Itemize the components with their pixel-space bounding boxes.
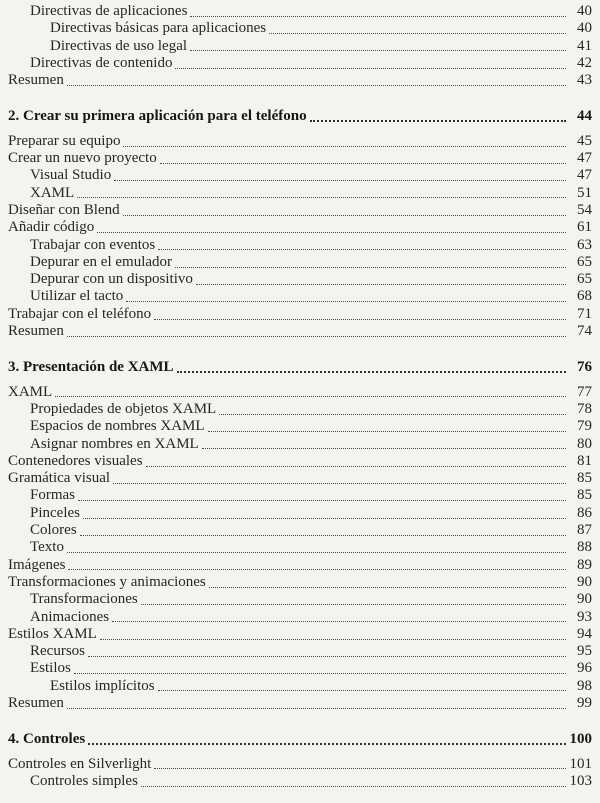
- toc-entry: [30, 539, 592, 556]
- toc-entry-page: 40: [577, 3, 592, 19]
- dot-leader: [190, 16, 566, 17]
- toc-entry-label: Depurar en el emulador: [30, 253, 173, 270]
- toc-entry-page: 94: [577, 625, 592, 642]
- toc-entry-page: 71: [577, 305, 592, 322]
- toc-entry-label: Directivas de uso legal: [50, 37, 188, 54]
- toc-entry-page: 80: [577, 435, 592, 452]
- dot-leader: [177, 371, 566, 373]
- toc-entry: [30, 401, 592, 418]
- toc-entry: [8, 133, 592, 150]
- toc-entry-page: 95: [577, 643, 592, 660]
- toc-entry: [30, 522, 592, 539]
- dot-leader: [88, 743, 566, 745]
- dot-leader: [67, 85, 566, 86]
- toc-entry-page: 93: [577, 608, 592, 625]
- dot-leader: [97, 232, 566, 233]
- toc-entry: [8, 470, 592, 487]
- dot-leader: [55, 396, 566, 397]
- toc-entry: [8, 557, 592, 574]
- toc-entry-label: Propiedades de objetos XAML: [30, 400, 217, 417]
- toc-entry: [8, 695, 592, 712]
- toc-entry: [8, 150, 592, 167]
- toc-entry: [8, 453, 592, 470]
- toc-entry-label: Trabajar con el teléfono: [8, 305, 152, 322]
- dot-leader: [114, 180, 566, 181]
- dot-leader: [80, 535, 566, 536]
- dot-leader: [310, 120, 566, 122]
- dot-leader: [175, 68, 566, 69]
- dot-leader: [112, 621, 566, 622]
- toc-entry-page: 87: [577, 522, 592, 539]
- toc-entry-label: XAML: [8, 383, 53, 400]
- toc-entry: [50, 20, 592, 37]
- toc-entry-label: Resumen: [8, 694, 64, 711]
- toc-entry-page: 85: [577, 487, 592, 504]
- toc-entry-label: Estilos implícitos: [50, 677, 155, 694]
- toc-entry: [30, 237, 592, 254]
- toc-entry-label: Contenedores visuales: [8, 452, 143, 469]
- toc-entry-label: Gramática visual: [8, 470, 111, 487]
- dot-leader: [158, 690, 566, 691]
- toc-entry-page: 77: [577, 383, 592, 400]
- toc-entry-label: Directivas de contenido: [30, 54, 173, 71]
- toc-entry: [8, 219, 592, 236]
- toc-entry-page: 68: [577, 288, 592, 305]
- toc-entry-label: Resumen: [8, 72, 64, 89]
- toc-entry: [30, 660, 592, 677]
- toc-entry-page: 74: [577, 323, 592, 340]
- toc-entry-page: 85: [577, 470, 592, 487]
- toc-entry: [8, 384, 592, 401]
- toc-entry-page: 40: [577, 20, 592, 37]
- dot-leader: [154, 319, 566, 320]
- toc-entry: [8, 306, 592, 323]
- toc-entry-page: 42: [577, 54, 592, 71]
- dot-leader: [78, 500, 566, 501]
- dot-leader: [100, 639, 566, 640]
- toc-entry-page: 61: [577, 219, 592, 236]
- toc-entry: [30, 591, 592, 608]
- toc-entry-label: Controles en Silverlight: [8, 755, 152, 772]
- toc-entry-label: Imágenes: [8, 556, 66, 573]
- toc-entry-label: Espacios de nombres XAML: [30, 418, 205, 435]
- dot-leader: [123, 146, 566, 147]
- toc-entry-page: 99: [577, 694, 592, 711]
- toc-entry-label: Visual Studio: [30, 167, 112, 184]
- dot-leader: [83, 518, 566, 519]
- toc-entry-page: 41: [577, 37, 592, 54]
- toc-entry: [50, 678, 592, 695]
- toc-entry-page: 45: [577, 132, 592, 149]
- toc-entry-page: 47: [577, 150, 592, 167]
- toc-entry-page: 79: [577, 418, 592, 435]
- toc-entry-label: 2. Crear su primera aplicación para el teléfono: [8, 108, 307, 125]
- dot-leader: [67, 336, 566, 337]
- toc-entry-label: Recursos: [30, 643, 85, 660]
- toc-entry-page: 51: [577, 184, 592, 201]
- toc-entry-page: 88: [577, 539, 592, 556]
- toc-entry: [8, 574, 592, 591]
- toc-entry: [30, 254, 592, 271]
- toc-entry-page: 86: [577, 504, 592, 521]
- toc-entry: [8, 323, 592, 340]
- toc-entry: [8, 756, 592, 773]
- toc-entry-label: Directivas básicas para aplicaciones: [50, 20, 267, 37]
- toc-entry-label: Transformaciones: [30, 591, 138, 608]
- dot-leader: [154, 768, 566, 769]
- dot-leader: [175, 267, 566, 268]
- dot-leader: [190, 50, 566, 51]
- toc-entry-label: 4. Controles: [8, 731, 86, 748]
- dot-leader: [196, 284, 566, 285]
- toc-entry-label: Transformaciones y animaciones: [8, 573, 206, 590]
- dot-leader: [126, 301, 566, 302]
- toc-entry-label: Crear un nuevo proyecto: [8, 150, 157, 167]
- toc-entry-page: 47: [577, 167, 592, 184]
- toc-entry-label: Añadir código: [8, 219, 95, 236]
- toc-entry-page: 78: [577, 400, 592, 417]
- toc-entry: [30, 609, 592, 626]
- toc-entry: [30, 487, 592, 504]
- dot-leader: [160, 163, 566, 164]
- toc-entry-page: 65: [577, 271, 592, 288]
- toc-entry-page: 90: [577, 591, 592, 608]
- dot-leader: [219, 414, 566, 415]
- toc-entry-page: 89: [577, 556, 592, 573]
- toc-entry-label: Asignar nombres en XAML: [30, 435, 199, 452]
- toc-entry-label: Depurar con un dispositivo: [30, 271, 193, 288]
- toc-entry-label: Trabajar con eventos: [30, 236, 156, 253]
- toc-entry-label: Diseñar con Blend: [8, 201, 120, 218]
- toc-chapter-heading: [8, 108, 592, 125]
- toc-entry-label: Directivas de aplicaciones: [30, 3, 188, 19]
- dot-leader: [113, 483, 566, 484]
- dot-leader: [74, 673, 566, 674]
- dot-leader: [202, 448, 566, 449]
- toc-entry: [8, 202, 592, 219]
- dot-leader: [88, 656, 566, 657]
- toc-entry-page: 44: [577, 108, 592, 125]
- dot-leader: [141, 604, 566, 605]
- dot-leader: [141, 786, 566, 787]
- toc-entry: [50, 38, 592, 55]
- dot-leader: [209, 587, 566, 588]
- toc-entry: [30, 418, 592, 435]
- toc-entry-page: 63: [577, 236, 592, 253]
- dot-leader: [77, 197, 566, 198]
- toc-entry-label: Texto: [30, 539, 64, 556]
- toc-entry-label: Preparar su equipo: [8, 132, 121, 149]
- toc-chapter-heading: [8, 359, 592, 376]
- toc-entry-label: XAML: [30, 184, 75, 201]
- toc-entry-label: Pinceles: [30, 504, 80, 521]
- toc-entry-page: 54: [577, 201, 592, 218]
- toc-entry-label: Controles simples: [30, 772, 138, 789]
- toc-entry-label: Animaciones: [30, 608, 110, 625]
- toc-entry: [30, 643, 592, 660]
- toc-chapter-heading: [8, 731, 592, 748]
- toc-entry-page: 43: [577, 72, 592, 89]
- toc-entry: [30, 185, 592, 202]
- dot-leader: [123, 215, 566, 216]
- toc-entry: [30, 55, 592, 72]
- toc-entry-label: Colores: [30, 522, 77, 539]
- toc-entry-page: 76: [577, 359, 592, 376]
- toc-entry-label: Formas: [30, 487, 75, 504]
- dot-leader: [158, 249, 566, 250]
- toc-entry-label: Resumen: [8, 323, 64, 340]
- toc-entry: [8, 72, 592, 89]
- toc-entry-page: 96: [577, 660, 592, 677]
- toc-entry-page: 90: [577, 573, 592, 590]
- toc-entry: [30, 271, 592, 288]
- dot-leader: [269, 33, 566, 34]
- toc-entry-page: 98: [577, 677, 592, 694]
- toc-entry-label: Utilizar el tacto: [30, 288, 124, 305]
- toc-entry: [30, 773, 592, 790]
- toc-entry-page: 103: [569, 772, 592, 789]
- dot-leader: [146, 466, 566, 467]
- toc-entry-label: 3. Presentación de XAML: [8, 359, 174, 376]
- toc-entry-page: 100: [569, 731, 592, 748]
- toc-entry-page: 81: [577, 452, 592, 469]
- dot-leader: [67, 552, 566, 553]
- toc-entry-page: 101: [569, 755, 592, 772]
- dot-leader: [208, 431, 566, 432]
- toc-entry-page: 65: [577, 253, 592, 270]
- toc-entry: [30, 505, 592, 522]
- dot-leader: [67, 708, 566, 709]
- toc-entry: [30, 288, 592, 305]
- toc-entry-label: Estilos: [30, 660, 71, 677]
- toc-entry: [30, 436, 592, 453]
- toc-entry: [30, 3, 592, 20]
- toc-entry: [8, 626, 592, 643]
- toc-entry-label: Estilos XAML: [8, 625, 97, 642]
- toc-entry: [30, 167, 592, 184]
- dot-leader: [68, 569, 566, 570]
